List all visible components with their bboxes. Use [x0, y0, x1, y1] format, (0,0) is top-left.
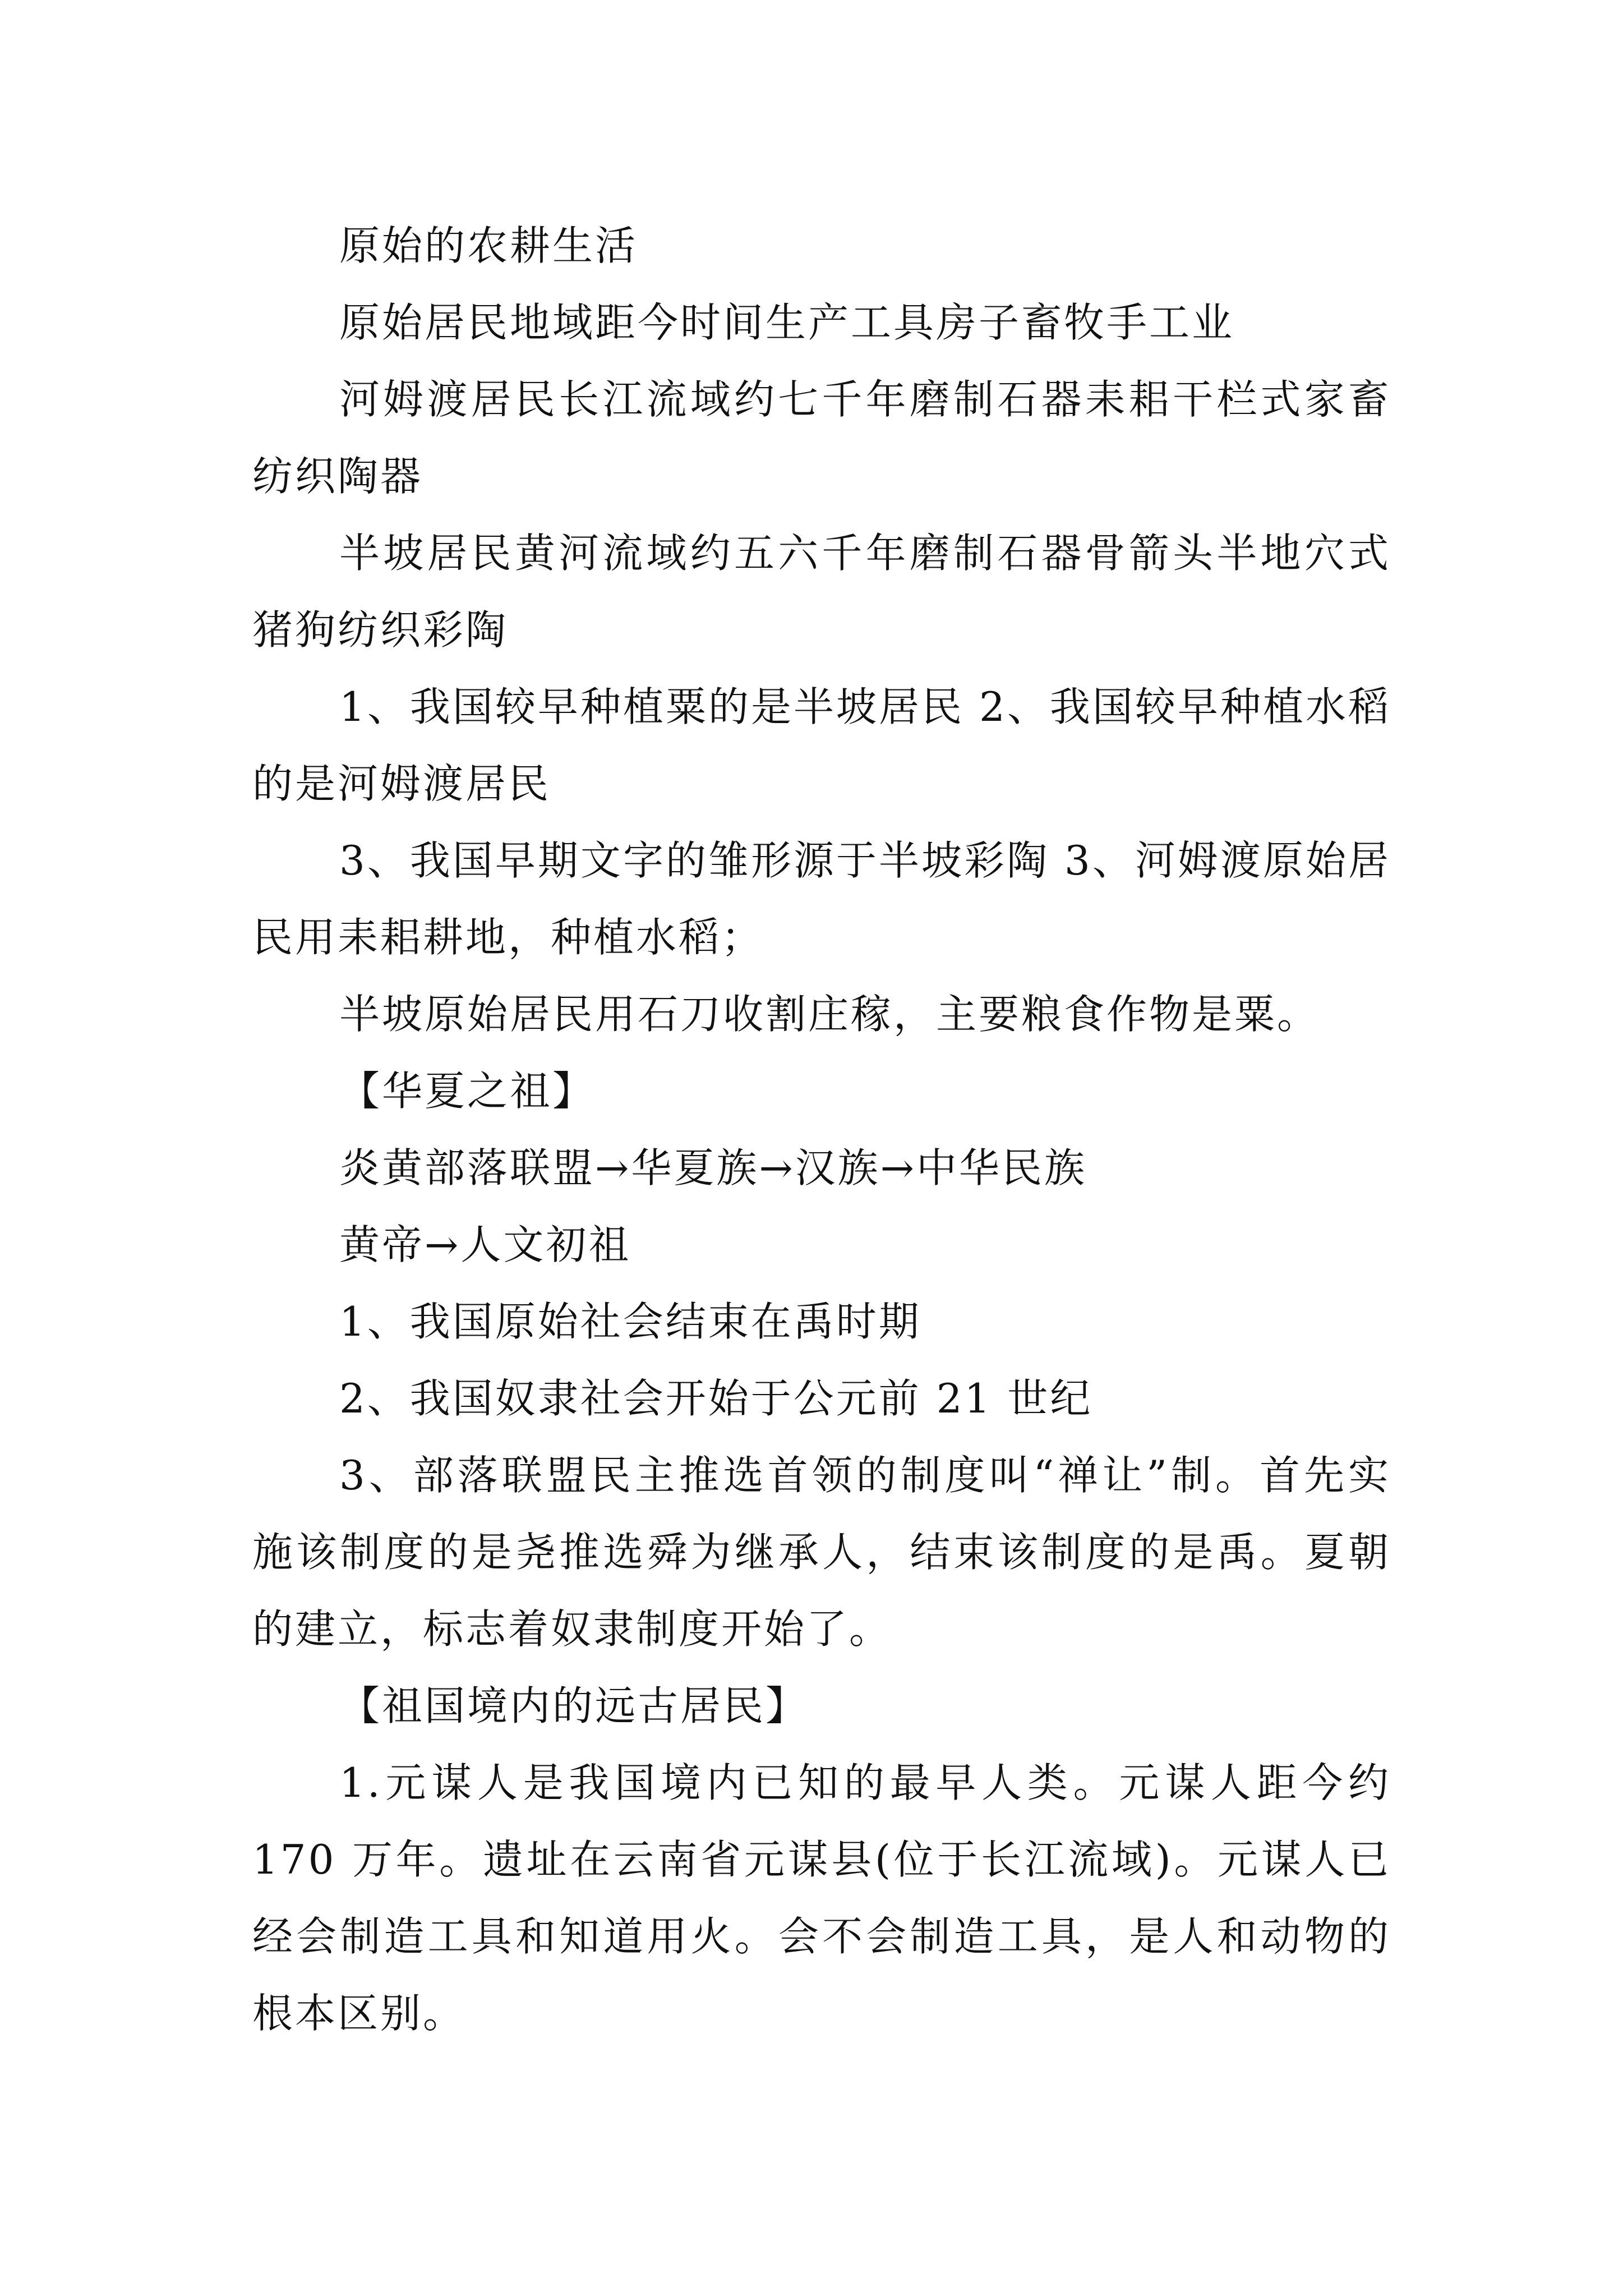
paragraph: 半坡原始居民用石刀收割庄稼，主要粮食作物是粟。	[339, 991, 1320, 1038]
paragraph: 原始居民地域距今时间生产工具房子畜牧手工业	[339, 299, 1235, 346]
paragraph: 1.元谋人是我国境内已知的最早人类。元谋人距今约 170 万年。遗址在云南省元谋县(位于长江流域)。元谋人已经会制造工具和知道用火。会不会制造工具，是人和动物的根本区别。	[252, 1759, 1391, 2037]
paragraph: 原始的农耕生活	[339, 222, 638, 269]
paragraph: 2、我国奴隶社会开始于公元前 21 世纪	[339, 1375, 1093, 1422]
document-body	[252, 208, 1391, 2052]
paragraph: 3、部落联盟民主推选首领的制度叫“禅让”制。首先实施该制度的是尧推选舜为继承人，结束该制度的是禹。夏朝的建立，标志着奴隶制度开始了。	[252, 1452, 1391, 1653]
paragraph: 1、我国原始社会结束在禹时期	[339, 1298, 921, 1345]
section-heading: 【华夏之祖】	[339, 1068, 596, 1115]
paragraph: 1、我国较早种植粟的是半坡居民 2、我国较早种植水稻的是河姆渡居民	[252, 683, 1391, 807]
paragraph: 河姆渡居民长江流域约七千年磨制石器耒耜干栏式家畜纺织陶器	[252, 376, 1391, 500]
paragraph: 半坡居民黄河流域约五六千年磨制石器骨箭头半地穴式猪狗纺织彩陶	[252, 530, 1391, 654]
paragraph: 黄帝→人文初祖	[339, 1221, 631, 1268]
section-heading: 【祖国境内的远古居民】	[339, 1682, 809, 1729]
paragraph: 炎黄部落联盟→华夏族→汉族→中华民族	[339, 1144, 1087, 1191]
paragraph: 3、我国早期文字的雏形源于半坡彩陶 3、河姆渡原始居民用耒耜耕地，种植水稻；	[252, 837, 1391, 961]
